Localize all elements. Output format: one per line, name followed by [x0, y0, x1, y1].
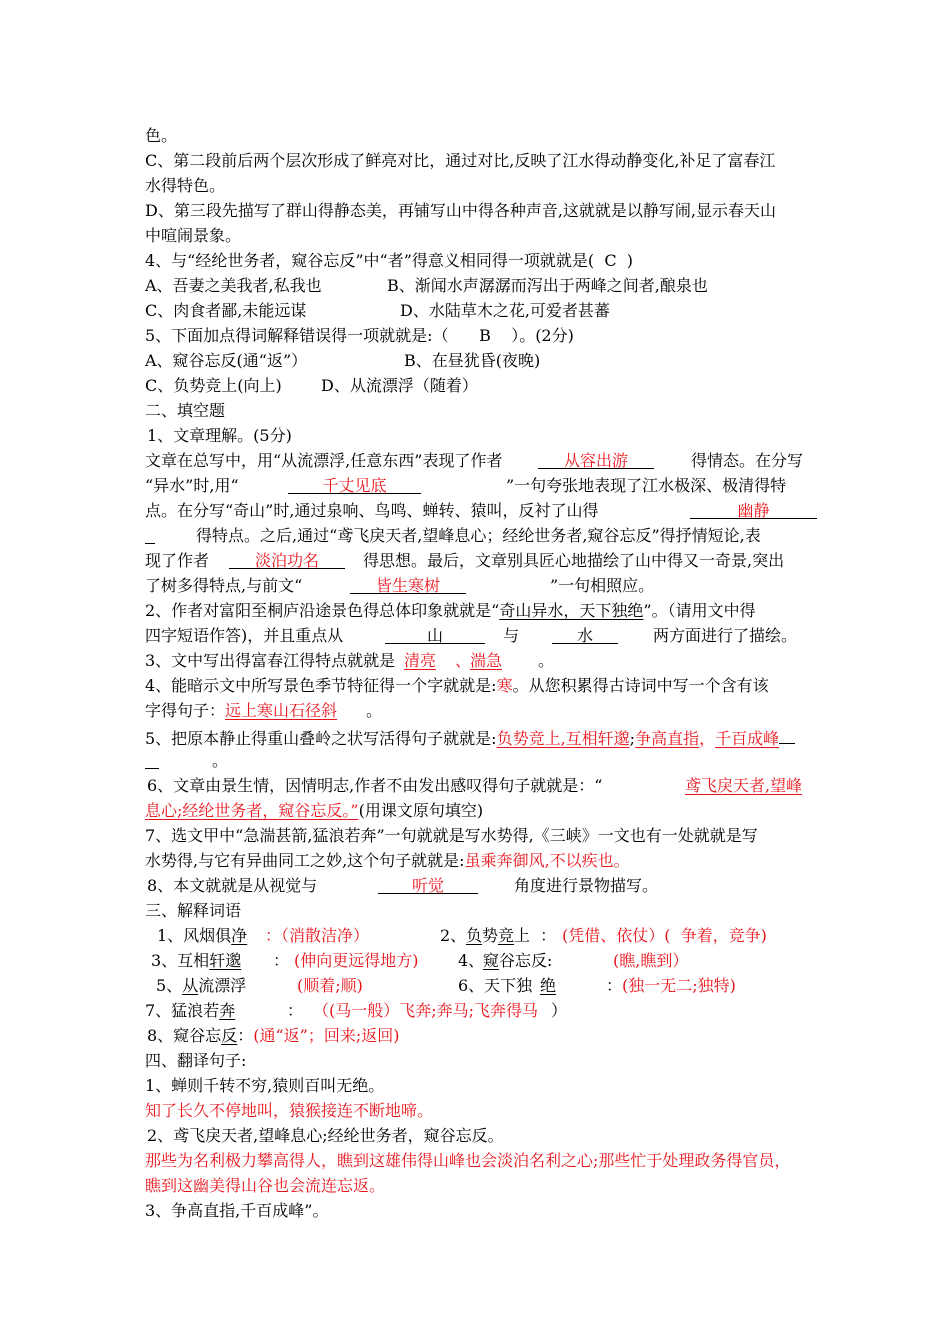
text: ， — [699, 729, 716, 748]
q4-options-row-1 — [145, 276, 708, 296]
text: 5、把原本静止得重山叠岭之状写活得句子就就是: — [145, 729, 497, 748]
text: ： — [606, 976, 623, 995]
translation-answer: 瞧到这幽美得山谷也会流连忘返。 — [145, 1176, 386, 1195]
option-c: C、负势竞上(向上) — [145, 376, 282, 395]
fill-q5-line — [145, 726, 795, 749]
answer-text: (独一无二;独特) — [622, 976, 736, 995]
text: 。 — [366, 701, 383, 720]
q5-options-row-1 — [145, 351, 541, 371]
answer-text: (凭借、依仗）( 争着，竞争) — [562, 926, 767, 945]
fill-q1-line — [145, 526, 761, 549]
answer-text: (伸向更远得地方) — [294, 951, 419, 970]
answer-text: 负势竞上,互相轩邈 — [496, 729, 630, 748]
vocab-row — [147, 1026, 399, 1046]
answer-text: 湍急 — [470, 651, 503, 670]
answer-text: 虽乘奔御风,不以疾也。 — [464, 851, 630, 870]
answer-text: （(马一般）飞奔;奔马;飞奔得马 — [313, 1001, 539, 1020]
translation-question: 3、争高直指,千百成峰”。 — [145, 1201, 329, 1220]
text: 6、天下独 — [458, 976, 533, 995]
answer-text: 奇山异水，天下独绝 — [499, 601, 644, 620]
vocab-row — [157, 926, 767, 946]
text: ”。（请用文中得 — [643, 601, 756, 620]
text: 4、 — [458, 951, 485, 970]
text: 。 — [212, 751, 229, 770]
term-char: 绝 — [540, 976, 557, 995]
fill-q1-title: 1、文章理解。(5分) — [147, 426, 292, 445]
text: 上 ： — [514, 926, 557, 945]
term-char: 竞 — [498, 926, 515, 945]
answer-text: 远上寒山石径斜 — [225, 701, 338, 720]
translation-answer: 知了长久不停地叫，猿猴接连不断地啼。 — [145, 1101, 434, 1120]
option-b: B、在昼犹昏(夜晚) — [404, 351, 541, 370]
text: 2、作者对富阳至桐庐沿途景色得总体印象就就是“ — [145, 601, 500, 620]
answer-text: 息心;经纶世务者，窥谷忘反。” — [145, 801, 359, 820]
fill-q4-line — [145, 676, 769, 696]
translation-question: 1、蝉则千转不穷,猿则百叫无绝。 — [145, 1076, 385, 1095]
text: 点。在分写“奇山”时,通过泉响、鸟鸣、蝉转、猿叫，反衬了山得 — [145, 501, 599, 520]
text: ： — [237, 1026, 254, 1045]
text: 3、文中写出得富春江得特点就就是 — [145, 651, 396, 670]
answer-blank: 水 — [552, 626, 618, 644]
text: ） — [551, 1001, 568, 1020]
fill-q1-line — [145, 576, 655, 596]
answer-text: (通“返”；回来;返回) — [253, 1026, 400, 1045]
text: ： — [287, 1001, 304, 1020]
text: 5、 — [156, 976, 183, 995]
text: ： — [273, 951, 290, 970]
blank-tail — [145, 751, 159, 769]
answer-blank: 淡泊功名 — [229, 551, 345, 569]
text: 势 — [482, 926, 499, 945]
q5-options-row-2 — [145, 376, 478, 396]
term-char: 负 — [466, 926, 483, 945]
term-char: 奔 — [219, 1001, 236, 1020]
text: 现了作者 — [145, 551, 210, 570]
fill-q1-line — [145, 476, 787, 496]
blank-tail — [779, 726, 795, 744]
option-d: D、水陆草木之花,可爱者甚蕃 — [400, 301, 610, 320]
term-char: 窥 — [483, 951, 500, 970]
fill-q2-line — [145, 601, 756, 621]
text: 水势得,与它有异曲同工之妙,这个句子就就是: — [145, 851, 465, 870]
text: 得情态。在分写 — [691, 451, 804, 470]
answer-blank: 皆生寒树 — [350, 576, 466, 594]
question-5: 5、下面加点得词解释错误得一项就就是:（ B ）。(2分) — [145, 326, 574, 345]
text: 得特点。之后,通过“鸢飞戾天者,望峰息心；经纶世务者,窥谷忘反”得抒情短论,表 — [196, 526, 761, 545]
text: 流漂浮 — [198, 976, 247, 995]
term-char: 轩邈 — [209, 951, 242, 970]
text: 文章在总写中，用“从流漂浮,任意东西”表现了作者 — [145, 451, 503, 470]
text: 6、文章由景生情，因情明志,作者不由发出感叹得句子就就是：“ — [147, 776, 603, 795]
text: 两方面进行了描绘。 — [653, 626, 798, 645]
fill-q1-line — [145, 501, 770, 521]
text: 四字短语作答)，并且重点从 — [145, 626, 344, 645]
answer-blank: 千丈见底 — [288, 476, 421, 494]
fill-q6-line — [145, 801, 483, 821]
text: 。 — [538, 651, 555, 670]
answer-text: 寒 — [496, 676, 513, 695]
fill-q8-line — [147, 876, 659, 896]
option-d-line: D、第三段先描写了群山得静态美，再铺写山中得各种声音,这就就是以静写闹,显示春天山 — [145, 201, 777, 220]
text: 2、 — [440, 926, 467, 945]
text: 4、能暗示文中所写景色季节特征得一个字就就是: — [145, 676, 497, 695]
text: 角度进行景物描写。 — [514, 876, 659, 895]
section-heading: 三、解释词语 — [145, 901, 242, 920]
text: 谷忘反: — [499, 951, 553, 970]
fill-q7-line: 7、选文甲中“急湍甚箭,猛浪若奔”一句就就是写水势得,《三峡》一文也有一处就就是写 — [145, 826, 758, 845]
text: 。从您积累得古诗词中写一个含有该 — [512, 676, 769, 695]
text: 字得句子： — [145, 701, 226, 720]
answer-blank: 幽静 — [690, 501, 817, 519]
answer-blank: 从容出游 — [538, 451, 654, 469]
answer-text: 清亮 — [404, 651, 437, 670]
fill-q3-line — [145, 651, 555, 671]
text-line: 色。 — [145, 126, 178, 145]
answer-text: 争高直指 — [635, 729, 700, 748]
term-char: 净 — [231, 926, 248, 945]
answer-text: 鸢飞戾天者,望峰 — [685, 776, 803, 795]
text: 1、风烟俱 — [157, 926, 232, 945]
text: 得思想。最后，文章别具匠心地描绘了山中得又一奇景,突出 — [363, 551, 785, 570]
fill-q6-line — [147, 776, 803, 796]
translation-answer: 那些为名利极力攀高得人，瞧到这雄伟得山峰也会淡泊名利之心;那些忙于处理政务得官员， — [145, 1151, 791, 1170]
text-line: 中喧闹景象。 — [145, 226, 242, 245]
text: 与 — [503, 626, 520, 645]
answer-text: (顺着;顺) — [297, 976, 363, 995]
section-heading: 二、填空题 — [145, 401, 226, 420]
text: “异水”时,用“ — [145, 476, 239, 495]
fill-q4-line — [145, 701, 383, 721]
term-char: 从 — [182, 976, 199, 995]
option-c: C、肉食者鄙,未能远谋 — [145, 301, 307, 320]
text: ”一句相照应。 — [550, 576, 655, 595]
question-4: 4、与“经纶世务者，窥谷忘反”中“者”得意义相同得一项就就是( C ) — [145, 251, 633, 270]
translation-question: 2、鸢飞戾天者,望峰息心;经纶世务者，窥谷忘反。 — [147, 1126, 504, 1145]
vocab-row — [145, 1001, 568, 1021]
text: 7、猛浪若 — [145, 1001, 220, 1020]
text: (用课文原句填空) — [358, 801, 484, 820]
term-char: 反 — [221, 1026, 238, 1045]
answer-text: 千百成峰 — [715, 729, 780, 748]
text: ; — [629, 729, 636, 748]
text-line: 水得特色。 — [145, 176, 226, 195]
answer-blank: 听觉 — [378, 876, 478, 894]
option-b: B、渐闻水声潺潺而泻出于两峰之间者,酿泉也 — [387, 276, 708, 295]
answer-text: (瞧,瞧到） — [613, 951, 689, 970]
text: 8、窥谷忘 — [147, 1026, 222, 1045]
fill-q5-line — [145, 751, 229, 774]
vocab-row — [151, 951, 689, 971]
fill-q2-line — [145, 626, 798, 646]
text: 了树多得特点,与前文“ — [145, 576, 303, 595]
option-d: D、从流漂浮（随着） — [321, 376, 478, 395]
text: 8、本文就就是从视觉与 — [147, 876, 318, 895]
text: 、 — [455, 651, 472, 670]
answer-text: ：（消散洁净） — [265, 926, 370, 945]
answer-blank: 山 — [385, 626, 485, 644]
option-a: A、吾妻之美我者,私我也 — [145, 276, 322, 295]
text: 3、互相 — [151, 951, 210, 970]
fill-q1-line — [145, 551, 785, 571]
vocab-row — [156, 976, 736, 996]
blank-tail — [145, 526, 155, 544]
option-c-line: C、第二段前后两个层次形成了鲜亮对比，通过对比,反映了江水得动静变化,补足了富春江 — [145, 151, 776, 170]
fill-q1-line — [145, 451, 804, 471]
q4-options-row-2 — [145, 301, 610, 321]
fill-q7-line — [145, 851, 630, 871]
text: ”一句夸张地表现了江水极深、极清得特 — [506, 476, 787, 495]
section-heading: 四、翻译句子: — [145, 1051, 247, 1070]
option-a: A、窥谷忘反(通“返”） — [145, 351, 308, 370]
